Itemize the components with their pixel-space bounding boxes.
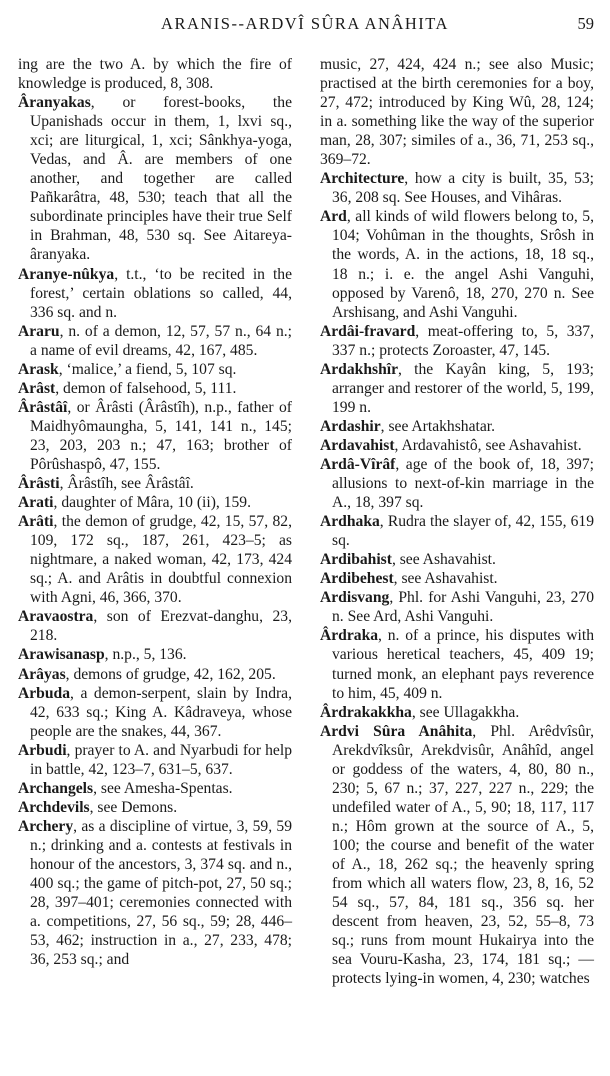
index-entry [18, 360, 292, 379]
running-head: ARANIS--ARDVÎ SÛRA ANÂHITA [161, 14, 449, 33]
entry-text: , how a city is built, 35, 53; 36, 208 sq. See Houses, and Vihâras. [332, 170, 594, 207]
index-entry [18, 265, 292, 322]
entry-headword: Archdevils [18, 798, 90, 816]
entry-headword: Ardisvang [320, 589, 390, 607]
index-entry [320, 360, 594, 417]
entry-text: , t.t., ‘to be recited in the forest,’ certain oblations so called, 44, 336 sq. and n. [30, 265, 292, 321]
page-number: 59 [577, 14, 594, 33]
entry-text: , see Ashavahist. [391, 551, 496, 569]
index-entry [18, 493, 292, 512]
index-entry [320, 169, 594, 207]
entry-headword: Ârdraka [320, 627, 379, 645]
entry-text: , demon of falsehood, 5, 111. [55, 379, 237, 397]
entry-headword: Arawisanasp [18, 646, 105, 664]
entry-headword: Ardashir [320, 417, 381, 435]
index-entry [18, 93, 292, 264]
entry-headword: Ârâsti [18, 475, 60, 493]
entry-text: , daughter of Mâra, 10 (ii), 159. [53, 494, 251, 512]
entry-headword: Architecture [320, 170, 405, 188]
entry-text: , or Ârâsti (Ârâstîh), n.p., father of Maidhyômaungha, 5, 141, 141 n., 145; 23, 203, 203 n.; 47, 163; brother of Pôrûshaspô, 47, 155. [30, 398, 292, 473]
entry-text: , Ardavahistô, see Ashavahist. [394, 436, 582, 454]
entry-headword: Arati [18, 494, 54, 512]
entry-headword: Arâyas [18, 665, 66, 683]
index-entry [18, 607, 292, 645]
entry-headword: Ardibehest [320, 570, 394, 588]
entry-text: , n. of a demon, 12, 57, 57 n., 64 n.; a name of evil dreams, 42, 167, 485. [30, 322, 292, 359]
entry-headword: Ard [320, 208, 347, 226]
entry-text: , n. of a prince, his disputes with various heretical teachers, 45, 409 19; turned monk, an elephant pays reverence to him, 45, 409 n. [332, 627, 594, 702]
entry-headword: Araru [18, 322, 60, 340]
entry-text: , see Ashavahist. [393, 570, 498, 588]
index-entry [320, 436, 594, 455]
index-entry [18, 665, 292, 684]
entry-headword: Arâti [18, 513, 54, 531]
entry-text: , all kinds of wild flowers belong to, 5, 104; Vohûman in the thoughts, Srôsh in the words, A. in the actions, 18, 18 sq., 18 n.; i. e. the angel Ashi Vanguhi, opposed by Varenô, 18, 270, 270 n. See Arshisang, and Ashi Vanguhi. [332, 208, 594, 321]
index-entry [18, 474, 292, 493]
entry-text: , or forest-books, the Upanishads occur in them, 1, lxvi sq., xci; are liturgical, 1, xci; Sânkhya-yoga, Vedas, and Â. are members of one another, and together are called Pañkarâtra, 48, 530; teach that all the subordinate principles have their true Self in Brahman, 48, 530 sq. See Aitareya-âranyaka. [30, 94, 292, 264]
entry-headword: Ârdrakakkha [320, 703, 412, 721]
index-entry [320, 569, 594, 588]
index-entry [18, 322, 292, 360]
entry-text: , as a discipline of virtue, 3, 59, 59 n.; drinking and a. contests at festivals in honour of the ancestors, 3, 374 sq. and n., 400 sq.; the game of pitch-pot, 27, 50 sq.; 28, 397–401; ceremonies connected with a. competitions, 27, 56 sq., 59; 28, 446–53, 462; instruction in a., 27, 233, 478; 36, 253 sq.; and [30, 817, 292, 969]
entry-text: , Ârâstîh, see Ârâstâî. [59, 475, 194, 493]
entry-text: , ‘malice,’ a fiend, 5, 107 sq. [58, 360, 237, 378]
index-entry [320, 55, 594, 169]
entry-text: , see Amesha-Spentas. [93, 779, 233, 797]
entry-text: , see Artakhshatar. [380, 417, 495, 435]
entry-headword: Ardavahist [320, 436, 395, 454]
entry-headword: Ardibahist [320, 551, 392, 569]
index-entry [320, 207, 594, 321]
entry-text: , son of Erezvat-danghu, 23, 218. [30, 608, 292, 645]
index-entry [320, 455, 594, 512]
entry-headword: Ardâ-Vîrâf [320, 455, 396, 473]
index-entry [320, 550, 594, 569]
entry-text: , see Ullagakkha. [411, 703, 520, 721]
index-entry [320, 322, 594, 360]
entry-text: , see Demons. [89, 798, 178, 816]
entry-headword: Ardvi Sûra Anâhita [320, 722, 473, 740]
entry-text: , a demon-serpent, slain by Indra, 42, 633 sq.; King A. Kâdraveya, whose people are the snakes, 44, 367. [30, 684, 292, 740]
entry-headword: Arbudi [18, 741, 67, 759]
index-entry [18, 645, 292, 664]
entry-text: ing are the two A. by which the fire of knowledge is produced, 8, 308. [18, 56, 292, 93]
entry-text: , Phl. for Ashi Vanguhi, 23, 270 n. See Ard, Ashi Vanguhi. [332, 589, 594, 626]
entry-headword: Ardakhshîr [320, 360, 398, 378]
index-entry [18, 817, 292, 969]
entry-text: , meat-offering to, 5, 337, 337 n.; protects Zoroaster, 47, 145. [332, 322, 594, 359]
entry-headword: Aranye-nûkya [18, 265, 115, 283]
entry-headword: Ardhaka [320, 513, 380, 531]
entry-text: , Rudra the slayer of, 42, 155, 619 sq. [332, 513, 594, 550]
entry-headword: Aravaostra [18, 608, 94, 626]
entry-text: , demons of grudge, 42, 162, 205. [65, 665, 276, 683]
entry-headword: Arask [18, 360, 59, 378]
entry-text: music, 27, 424, 424 n.; see also Music; practised at the birth ceremonies for a boy, 27, 472; introduced by King Wû, 28, 124; in a. something like the way of the superior man, 28, 307; similes of a., 36, 71, 253 sq., 369–72. [320, 56, 594, 169]
entry-text: , the demon of grudge, 42, 15, 57, 82, 109, 172 sq., 187, 261, 423–5; as nightmare, a naked woman, 42, 173, 424 sq.; A. and Arâtis in doubtful connexion with Agni, 46, 366, 370. [30, 513, 292, 607]
index-entry [320, 703, 594, 722]
index-entry [18, 779, 292, 798]
entry-headword: Archangels [18, 779, 94, 797]
entry-headword: Arbuda [18, 684, 70, 702]
index-entry [320, 588, 594, 626]
index-entry [320, 512, 594, 550]
entry-text: , prayer to A. and Nyarbudi for help in battle, 42, 123–7, 631–5, 637. [30, 741, 292, 778]
index-entry [320, 417, 594, 436]
entry-text: , age of the book of, 18, 397; allusions to next-of-kin marriage in the A., 18, 397 sq. [332, 455, 594, 512]
index-entry [18, 512, 292, 607]
left-column [18, 55, 292, 988]
entry-headword: Arâst [18, 379, 56, 397]
entry-headword: Ârâstâî [18, 398, 68, 416]
index-entry [18, 398, 292, 474]
index-entry [18, 741, 292, 779]
index-entry [18, 684, 292, 741]
page-header [0, 14, 610, 40]
entry-headword: Archery [18, 817, 74, 835]
entry-text: , n.p., 5, 136. [104, 646, 187, 664]
right-column [320, 55, 594, 988]
index-entry [320, 626, 594, 702]
entry-text: , Phl. Arêdvîsûr, Arekdvîksûr, Arekdvisûr, Anâhîd, angel or goddess of the waters, 4, 80, 80 n., 230; 5, 67 n.; 37, 227, 227 n., 229; the undefiled water of A., 5, 90; 18, 117, 117 n.; Hôm grown at the source of A., 5, 100; the course and benefit of the water of A., 18, 262 sq.; the heavenly spring from which all waters flow, 23, 8, 16, 52 54 sq., 57, 84, 181 sq., 356 sq. her descent from heaven, 23, 52, 55–8, 73 sq.; runs from mount Hukairya into the sea Vouru-Kasha, 23, 174, 181 sq.; — protects lying-in women, 4, 230; watches [332, 722, 594, 988]
index-entry [320, 722, 594, 989]
index-entry [18, 798, 292, 817]
entry-text: , the Kayân king, 5, 193; arranger and restorer of the world, 5, 199, 199 n. [332, 360, 594, 416]
index-columns [18, 55, 594, 988]
index-entry [18, 55, 292, 93]
entry-headword: Âranyakas [18, 94, 91, 112]
index-entry [18, 379, 292, 398]
entry-headword: Ardâi-fravard [320, 322, 416, 340]
